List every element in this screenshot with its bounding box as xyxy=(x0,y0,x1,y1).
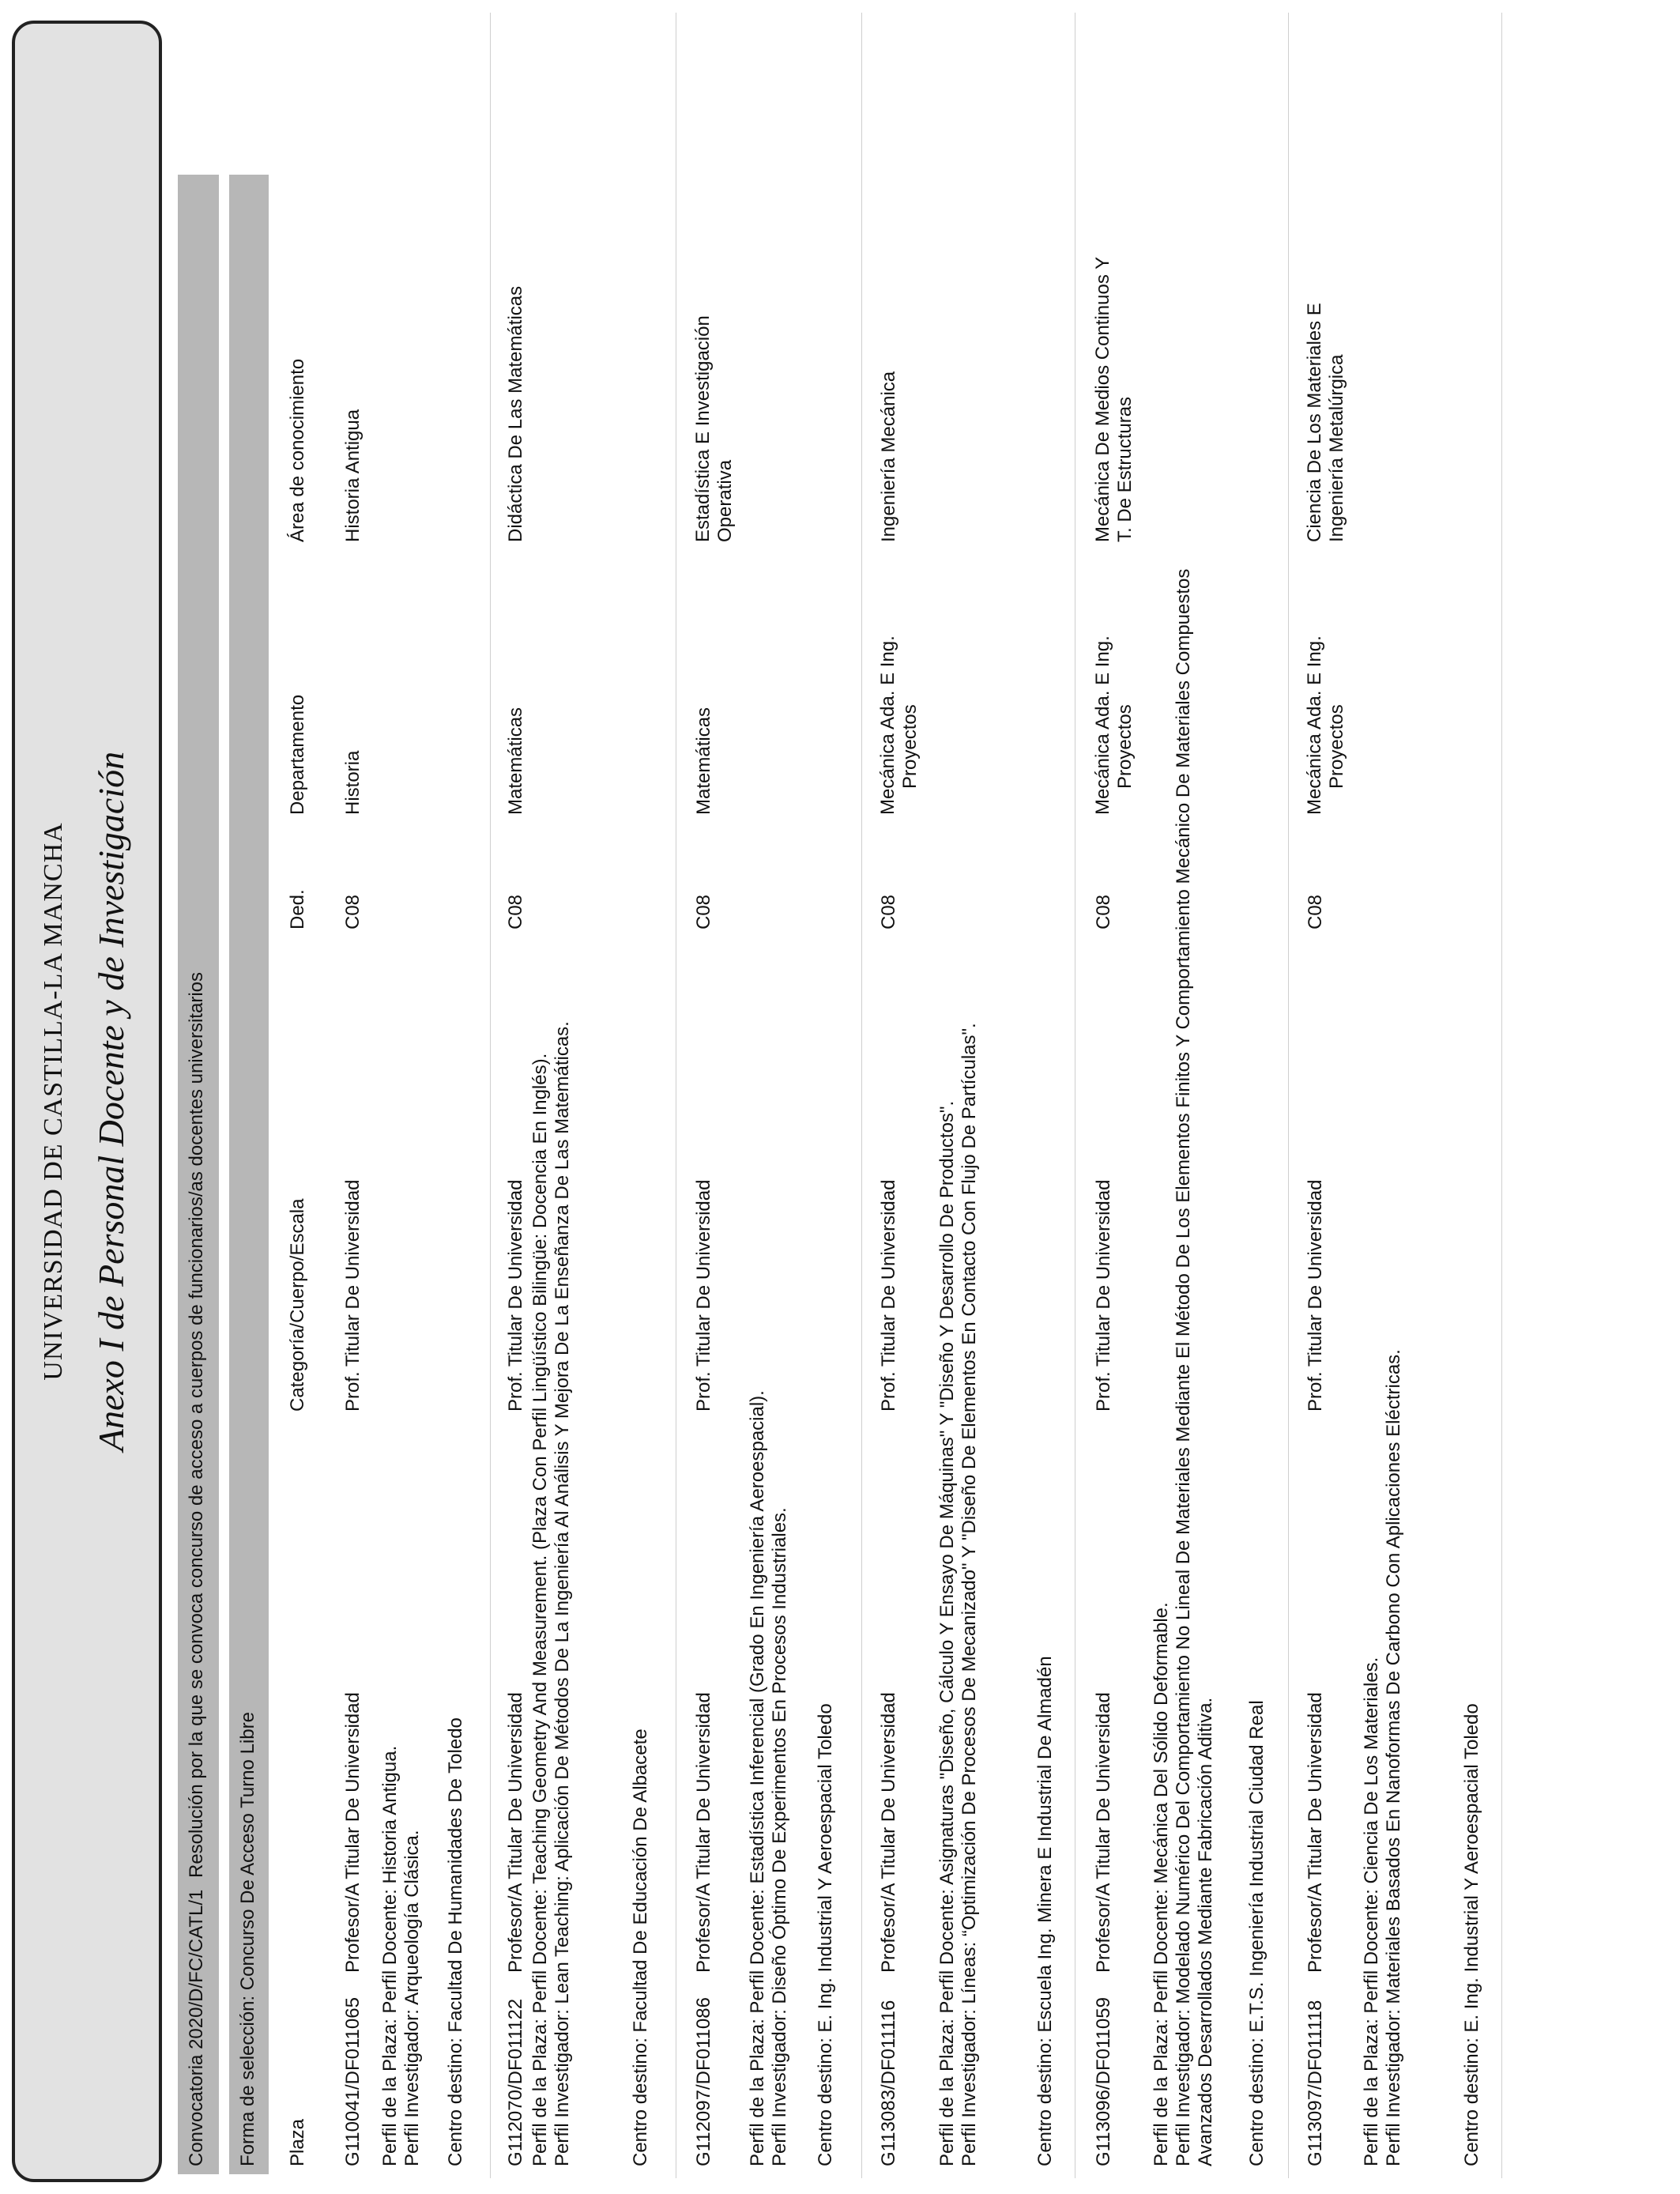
plaza-centro: Centro destino: E.T.S. Ingeniería Industrial Ciudad Real xyxy=(1246,1700,1268,2166)
plaza-department: Proyectos xyxy=(899,704,921,789)
plaza-code: G113097/DF011118 xyxy=(1305,2000,1326,2166)
plaza-area: Operativa xyxy=(714,459,736,542)
plaza-category: Profesor/A Titular De Universidad xyxy=(693,1692,714,1973)
plaza-area: Estadística E Investigación xyxy=(692,315,714,542)
plaza-ded: C08 xyxy=(1305,894,1326,929)
plaza-ded: C08 xyxy=(878,894,899,929)
plaza-area: Didáctica De Las Matemáticas xyxy=(505,285,526,542)
convocatoria-bar xyxy=(178,175,219,2174)
plaza-centro: Centro destino: E. Ing. Industrial Y Aeroespacial Toledo xyxy=(1461,1703,1482,2166)
divider xyxy=(1501,13,1502,2178)
selection-bar xyxy=(229,175,269,2174)
plaza-area: Ingeniería Mecánica xyxy=(878,371,899,542)
plaza-code: G113083/DF011116 xyxy=(878,2000,899,2166)
plaza-detail: Perfil de la Plaza: Perfil Docente: Asignaturas "Diseño, Cálculo Y Ensayo De Máquinas" Y "Diseño Y Desarrollo De Productos". xyxy=(936,1100,958,2166)
plaza-category: Profesor/A Titular De Universidad xyxy=(1305,1692,1326,1973)
plaza-department: Historia xyxy=(342,750,363,815)
plaza-area: Ingeniería Metalúrgica xyxy=(1326,354,1347,542)
col-area: Área de conocimiento xyxy=(287,358,308,542)
plaza-detail: Perfil Investigador: Diseño Óptimo De Experimentos En Procesos Industriales. xyxy=(769,1507,790,2166)
col-departamento: Departamento xyxy=(287,694,308,815)
plaza-category: Profesor/A Titular De Universidad xyxy=(1093,1692,1114,1973)
plaza-detail: Perfil de la Plaza: Perfil Docente: Estadística Inferencial (Grado En Ingeniería Aeroespacial). xyxy=(747,1390,768,2166)
convocatoria-code: Convocatoria 2020/D/FC/CATL/1 xyxy=(186,1889,207,2166)
plaza-department: Proyectos xyxy=(1114,704,1136,789)
plaza-detail: Perfil Investigador: Líneas: “Optimización De Procesos De Mecanizado" Y "Diseño De Elementos En Contacto Con Flujo De Partículas". xyxy=(959,1023,980,2166)
plaza-detail: Perfil Investigador: Arqueología Clásica. xyxy=(401,1830,423,2166)
plaza-ded: C08 xyxy=(342,894,363,929)
plaza-area: Ciencia De Los Materiales E xyxy=(1304,303,1325,542)
plaza-detail: Perfil de la Plaza: Perfil Docente: Ciencia De Los Materiales. xyxy=(1361,1657,1382,2166)
divider xyxy=(490,13,491,2178)
divider xyxy=(1288,13,1289,2178)
plaza-centro: Centro destino: Facultad De Educación De Albacete xyxy=(630,1728,651,2166)
plaza-detail: Perfil de la Plaza: Perfil Docente: Teaching Geometry And Measurement. (Plaza Con Perfil Lingüístico Bilingüe: Docencia En Inglés). xyxy=(529,1053,551,2166)
divider xyxy=(861,13,862,2178)
plaza-centro: Centro destino: Facultad De Humanidades De Toledo xyxy=(445,1717,466,2166)
plaza-department: Proyectos xyxy=(1326,704,1347,789)
plaza-category: Profesor/A Titular De Universidad xyxy=(342,1692,363,1973)
plaza-code: G112070/DF011122 xyxy=(505,1998,526,2166)
plaza-code: G110041/DF011065 xyxy=(342,1997,363,2166)
col-plaza: Plaza xyxy=(287,2118,308,2166)
plaza-code: G113096/DF011059 xyxy=(1093,1997,1114,2166)
plaza-detail: Perfil Investigador: Materiales Basados En Nanoformas De Carbono Con Aplicaciones Eléctricas. xyxy=(1383,1349,1404,2166)
title-banner xyxy=(12,21,162,2182)
plaza-centro: Centro destino: Escuela Ing. Minera E Industrial De Almadén xyxy=(1034,1656,1056,2166)
plaza-department: Mecánica Ada. E Ing. xyxy=(1304,635,1325,815)
resolution-text: Resolución por la que se convoca concurso de acceso a cuerpos de funcionarios/as docentes universitarios xyxy=(186,972,207,1878)
plaza-detail: Perfil Investigador: Lean Teaching: Aplicación De Métodos De La Ingeniería Al Análisis Y Mejora De La Enseñanza De Las Matemáticas. xyxy=(552,1021,573,2166)
plaza-category-full: Prof. Titular De Universidad xyxy=(693,1179,714,1412)
plaza-department: Matemáticas xyxy=(505,707,526,815)
plaza-category-full: Prof. Titular De Universidad xyxy=(1305,1179,1326,1412)
plaza-department: Mecánica Ada. E Ing. xyxy=(877,635,898,815)
plaza-category: Profesor/A Titular De Universidad xyxy=(505,1692,526,1973)
plaza-code: G112097/DF011086 xyxy=(693,1997,714,2166)
plaza-category-full: Prof. Titular De Universidad xyxy=(1093,1179,1114,1412)
plaza-category-full: Prof. Titular De Universidad xyxy=(505,1179,526,1412)
plaza-department: Matemáticas xyxy=(693,707,714,815)
plaza-detail: Perfil Investigador: Modelado Numérico Del Comportamiento No Lineal De Materiales Mediante El Método De Los Elementos Finitos Y Comportamiento Mecánico De Materiales Compuestos xyxy=(1173,568,1194,2166)
plaza-detail: Avanzados Desarrollados Mediante Fabricación Aditiva. xyxy=(1195,1697,1216,2166)
plaza-department: Mecánica Ada. E Ing. xyxy=(1092,635,1113,815)
plaza-centro: Centro destino: E. Ing. Industrial Y Aeroespacial Toledo xyxy=(815,1703,836,2166)
col-ded: Ded. xyxy=(287,889,308,929)
plaza-area: Mecánica De Medios Continuos Y xyxy=(1092,256,1113,542)
annex-title: Anexo I de Personal Docente y de Investigación xyxy=(91,751,131,1452)
plaza-ded: C08 xyxy=(1093,894,1114,929)
selection-text: Forma de selección: Concurso De Acceso Turno Libre xyxy=(237,1712,258,2166)
plaza-category-full: Prof. Titular De Universidad xyxy=(878,1179,899,1412)
plaza-category: Profesor/A Titular De Universidad xyxy=(878,1692,899,1973)
plaza-ded: C08 xyxy=(693,894,714,929)
col-categoria: Categoría/Cuerpo/Escala xyxy=(287,1198,308,1412)
plaza-detail: Perfil de la Plaza: Perfil Docente: Historia Antigua. xyxy=(379,1745,401,2166)
plaza-ded: C08 xyxy=(505,894,526,929)
plaza-detail: Perfil de la Plaza: Perfil Docente: Mecánica Del Sólido Deformable. xyxy=(1151,1602,1172,2166)
plaza-area: Historia Antigua xyxy=(342,409,363,542)
plaza-category-full: Prof. Titular De Universidad xyxy=(342,1179,363,1412)
plaza-area: T. De Estructuras xyxy=(1114,396,1136,542)
university-name: UNIVERSIDAD DE CASTILLA-LA MANCHA xyxy=(39,822,68,1381)
